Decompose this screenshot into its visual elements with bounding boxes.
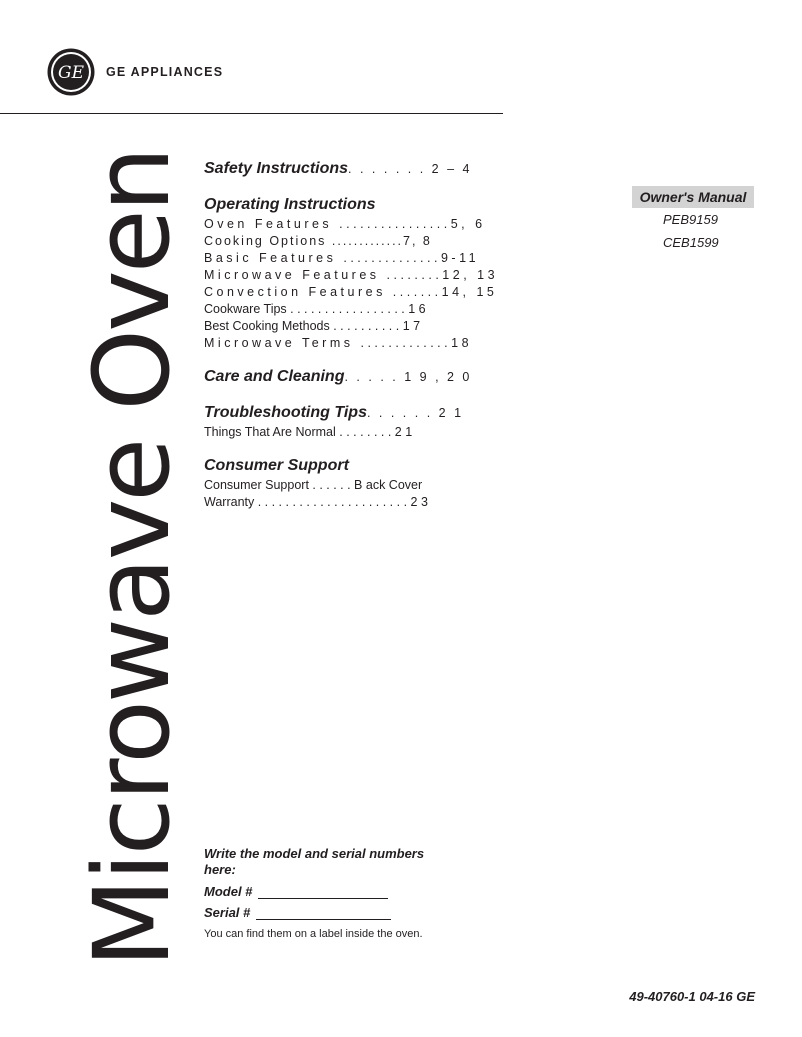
table-of-contents (204, 158, 524, 525)
toc-section-troubleshooting (204, 402, 524, 441)
toc-section-consumer (204, 455, 524, 511)
toc-item: Warranty . . . . . . . . . . . . . . . . . . . . . . 2 3 (204, 495, 428, 509)
serial-label: Serial # (204, 905, 251, 920)
record-heading: Write the model and serial numbers here: (204, 846, 425, 877)
owners-manual-label: Owner's Manual (632, 186, 754, 208)
model-blank (258, 884, 388, 899)
toc-item: Consumer Support . . . . . . B ack Cover (204, 478, 423, 492)
toc-pages-troubleshooting: . . . . . . 2 1 (366, 406, 464, 420)
toc-section-care (204, 366, 524, 388)
toc-item: Oven Features ................5, 6 (204, 217, 486, 231)
toc-item: Microwave Features ........12, 13 (204, 268, 499, 282)
publication-code: 49-40760-1 04-16 GE (629, 989, 755, 1004)
toc-heading-operating: Operating Instructions (204, 196, 376, 213)
model-serial-record (204, 846, 434, 942)
record-note: You can find them on a label inside the oven. (204, 928, 423, 940)
ge-logo-icon (46, 47, 96, 97)
brand-name: GE APPLIANCES (106, 65, 224, 79)
model-panel (632, 186, 754, 254)
toc-heading-troubleshooting: Troubleshooting Tips (204, 404, 367, 421)
toc-item: Microwave Terms .............18 (204, 336, 473, 350)
ge-logo-text: GE (58, 63, 84, 83)
model-line (204, 884, 434, 899)
serial-blank (256, 905, 391, 920)
toc-pages-safety: . . . . . . . 2 – 4 (348, 162, 472, 176)
header-rule (0, 113, 503, 114)
serial-line (204, 905, 434, 920)
toc-heading-safety: Safety Instructions (204, 160, 349, 177)
toc-heading-consumer: Consumer Support (204, 457, 349, 474)
model-label: Model # (204, 884, 253, 899)
toc-item: Cookware Tips . . . . . . . . . . . . . . . . . 1 6 (204, 302, 426, 316)
toc-item: Cooking Options .............7, 8 (204, 234, 432, 248)
document-title: Microwave Oven (71, 149, 193, 968)
toc-heading-care: Care and Cleaning (204, 368, 345, 385)
toc-section-operating (204, 194, 524, 352)
toc-item: Convection Features .......14, 15 (204, 285, 498, 299)
toc-section-safety (204, 158, 524, 180)
toc-pages-care: . . . . . 1 9 , 2 0 (344, 370, 472, 384)
toc-item: Things That Are Normal . . . . . . . . 2 1 (204, 425, 413, 439)
model-number: CEB1599 (663, 235, 719, 250)
toc-item: Best Cooking Methods . . . . . . . . . . 1 7 (204, 319, 421, 333)
model-number: PEB9159 (663, 212, 718, 227)
ge-logo-block (46, 47, 223, 97)
toc-item: Basic Features ..............9-11 (204, 251, 480, 265)
